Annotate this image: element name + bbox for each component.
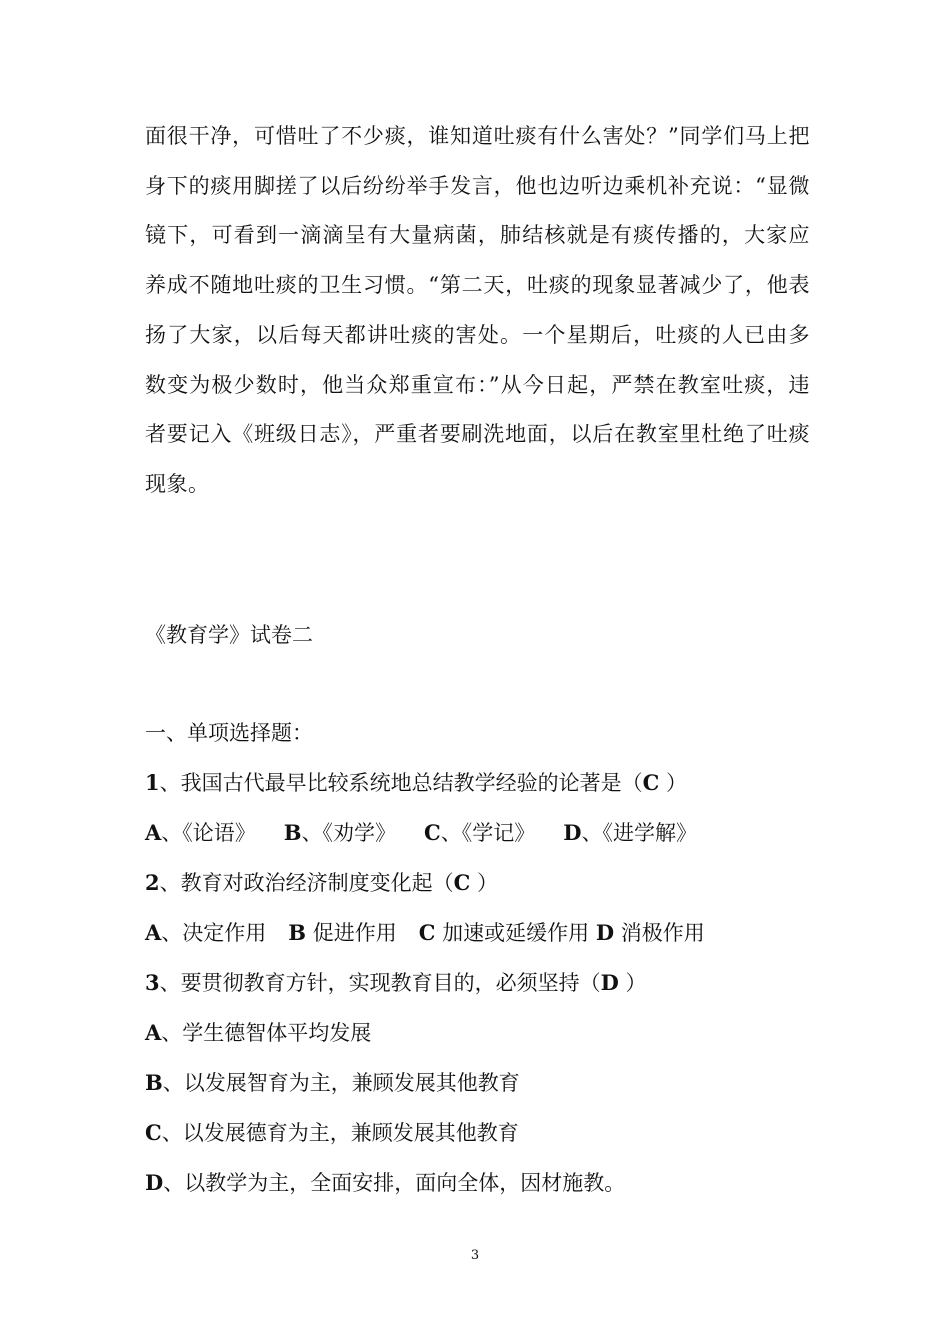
option-text: 、《进学解》 — [581, 821, 697, 845]
question-2-answer: C — [453, 870, 471, 895]
option-letter: D — [145, 1170, 164, 1195]
question-1-stem: 、我国古代最早比较系统地总结教学经验的论著是（ — [159, 771, 643, 795]
question-3-number: 3 — [145, 970, 160, 995]
option-text: 促进作用 — [312, 921, 397, 945]
question-3-stem: 、要贯彻教育方针，实现教育目的，必须坚持（ — [159, 971, 601, 995]
option-letter: D — [563, 820, 582, 845]
page-number: 3 — [470, 1248, 480, 1263]
option-letter: B — [283, 820, 302, 845]
exam-title: 《教育学》试卷二 — [145, 623, 313, 647]
option-letter: D — [595, 920, 615, 945]
option-text: 、以教学为主，全面安排，面向全体，因材施教。 — [163, 1171, 626, 1195]
option-text: 、以发展智育为主，兼顾发展其他教育 — [162, 1071, 520, 1095]
question-3-option-d — [145, 1168, 810, 1198]
question-3-answer: D — [600, 970, 619, 995]
option-text: 、以发展德育为主，兼顾发展其他教育 — [161, 1121, 519, 1145]
section-title: 一、单项选择题： — [145, 721, 313, 745]
question-2-number: 2 — [145, 870, 160, 895]
question-1-number: 1 — [145, 770, 160, 795]
question-3-option-a — [145, 1018, 810, 1048]
question-3 — [145, 968, 810, 998]
option-letter: A — [145, 1020, 162, 1045]
question-3-option-b — [145, 1068, 810, 1098]
question-3-option-c — [145, 1118, 810, 1148]
option-letter: A — [145, 920, 162, 945]
option-text: 、《论语》 — [161, 821, 256, 845]
option-text: 、《学记》 — [440, 821, 536, 845]
option-text: 、《劝学》 — [301, 821, 397, 845]
option-letter: C — [418, 920, 436, 945]
question-2-options — [145, 918, 810, 948]
option-letter: B — [288, 920, 307, 945]
option-letter: C — [424, 820, 441, 845]
option-letter: B — [145, 1070, 163, 1095]
question-1-options — [145, 818, 810, 848]
option-text: 消极作用 — [620, 921, 705, 945]
question-1-close: ） — [666, 771, 688, 795]
option-text: 、学生德智体平均发展 — [161, 1021, 372, 1045]
question-2-close: ） — [477, 871, 499, 895]
question-2 — [145, 868, 810, 898]
option-letter: A — [145, 820, 162, 845]
option-text: 加速或延缓作用 — [442, 921, 590, 945]
question-1 — [145, 768, 810, 798]
question-2-stem: 、教育对政治经济制度变化起（ — [159, 871, 454, 895]
passage-paragraph: 面很干净，可惜吐了不少痰，谁知道吐痰有什么害处？”同学们马上把身下的痰用脚搓了以后纷纷举手发言，他也边听边乘机补充说：“显微镜下，可看到一滴滴呈有大量病菌，肺结核就是有痰传播的，大家应养成不随地吐痰的卫生习惯。“第二天，吐痰的现象显著减少了，他表扬了大家，以后每天都讲吐痰的害处。一个星期后，吐痰的人已由多数变为极少数时，他当众郑重宣布：”从今日起，严禁在教室吐痰，违者要记入《班级日志》，严重者要刷洗地面，以后在教室里杜绝了吐痰现象。 — [145, 124, 810, 496]
option-text: 、决定作用 — [161, 921, 267, 945]
option-letter: C — [145, 1120, 162, 1145]
question-1-answer: C — [642, 770, 660, 795]
question-3-close: ） — [625, 971, 647, 995]
